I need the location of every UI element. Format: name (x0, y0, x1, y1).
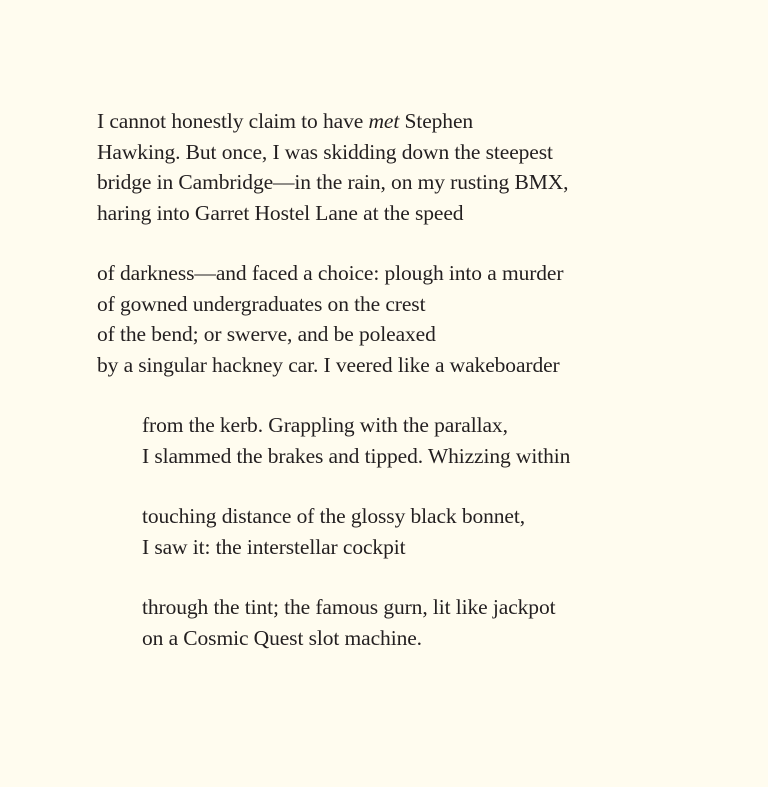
poem-line: of darkness—and faced a choice: plough into a murder (97, 261, 564, 285)
poem-line: I slammed the brakes and tipped. Whizzing within (142, 443, 571, 468)
poem-line: on a Cosmic Quest slot machine. (142, 625, 422, 650)
stanza-2 (97, 258, 717, 380)
stanza-3 (97, 410, 717, 471)
line-text: Stephen (399, 109, 474, 133)
poem-line: through the tint; the famous gurn, lit like jackpot (142, 595, 556, 619)
poem (97, 106, 717, 683)
poem-line: I saw it: the interstellar cockpit (142, 534, 406, 559)
poem-line: bridge in Cambridge—in the rain, on my rusting BMX, (97, 170, 569, 194)
poem-line: of the bend; or swerve, and be poleaxed (97, 322, 436, 346)
poem-line: haring into Garret Hostel Lane at the speed (97, 200, 464, 225)
line-text: I cannot honestly claim to have (97, 109, 369, 133)
emphasized-word: met (368, 109, 400, 133)
poem-line: by a singular hackney car. I veered like a wakeboarder (97, 352, 560, 377)
poem-line: of gowned undergraduates on the crest (97, 291, 426, 316)
stanza-1 (97, 106, 717, 228)
poem-line: Hawking. But once, I was skidding down the steepest (97, 139, 553, 164)
stanza-5 (97, 592, 717, 653)
poem-line: from the kerb. Grappling with the parallax, (142, 413, 508, 437)
stanza-4 (97, 501, 717, 562)
poem-line: touching distance of the glossy black bonnet, (142, 504, 526, 528)
poem-line (97, 106, 717, 137)
